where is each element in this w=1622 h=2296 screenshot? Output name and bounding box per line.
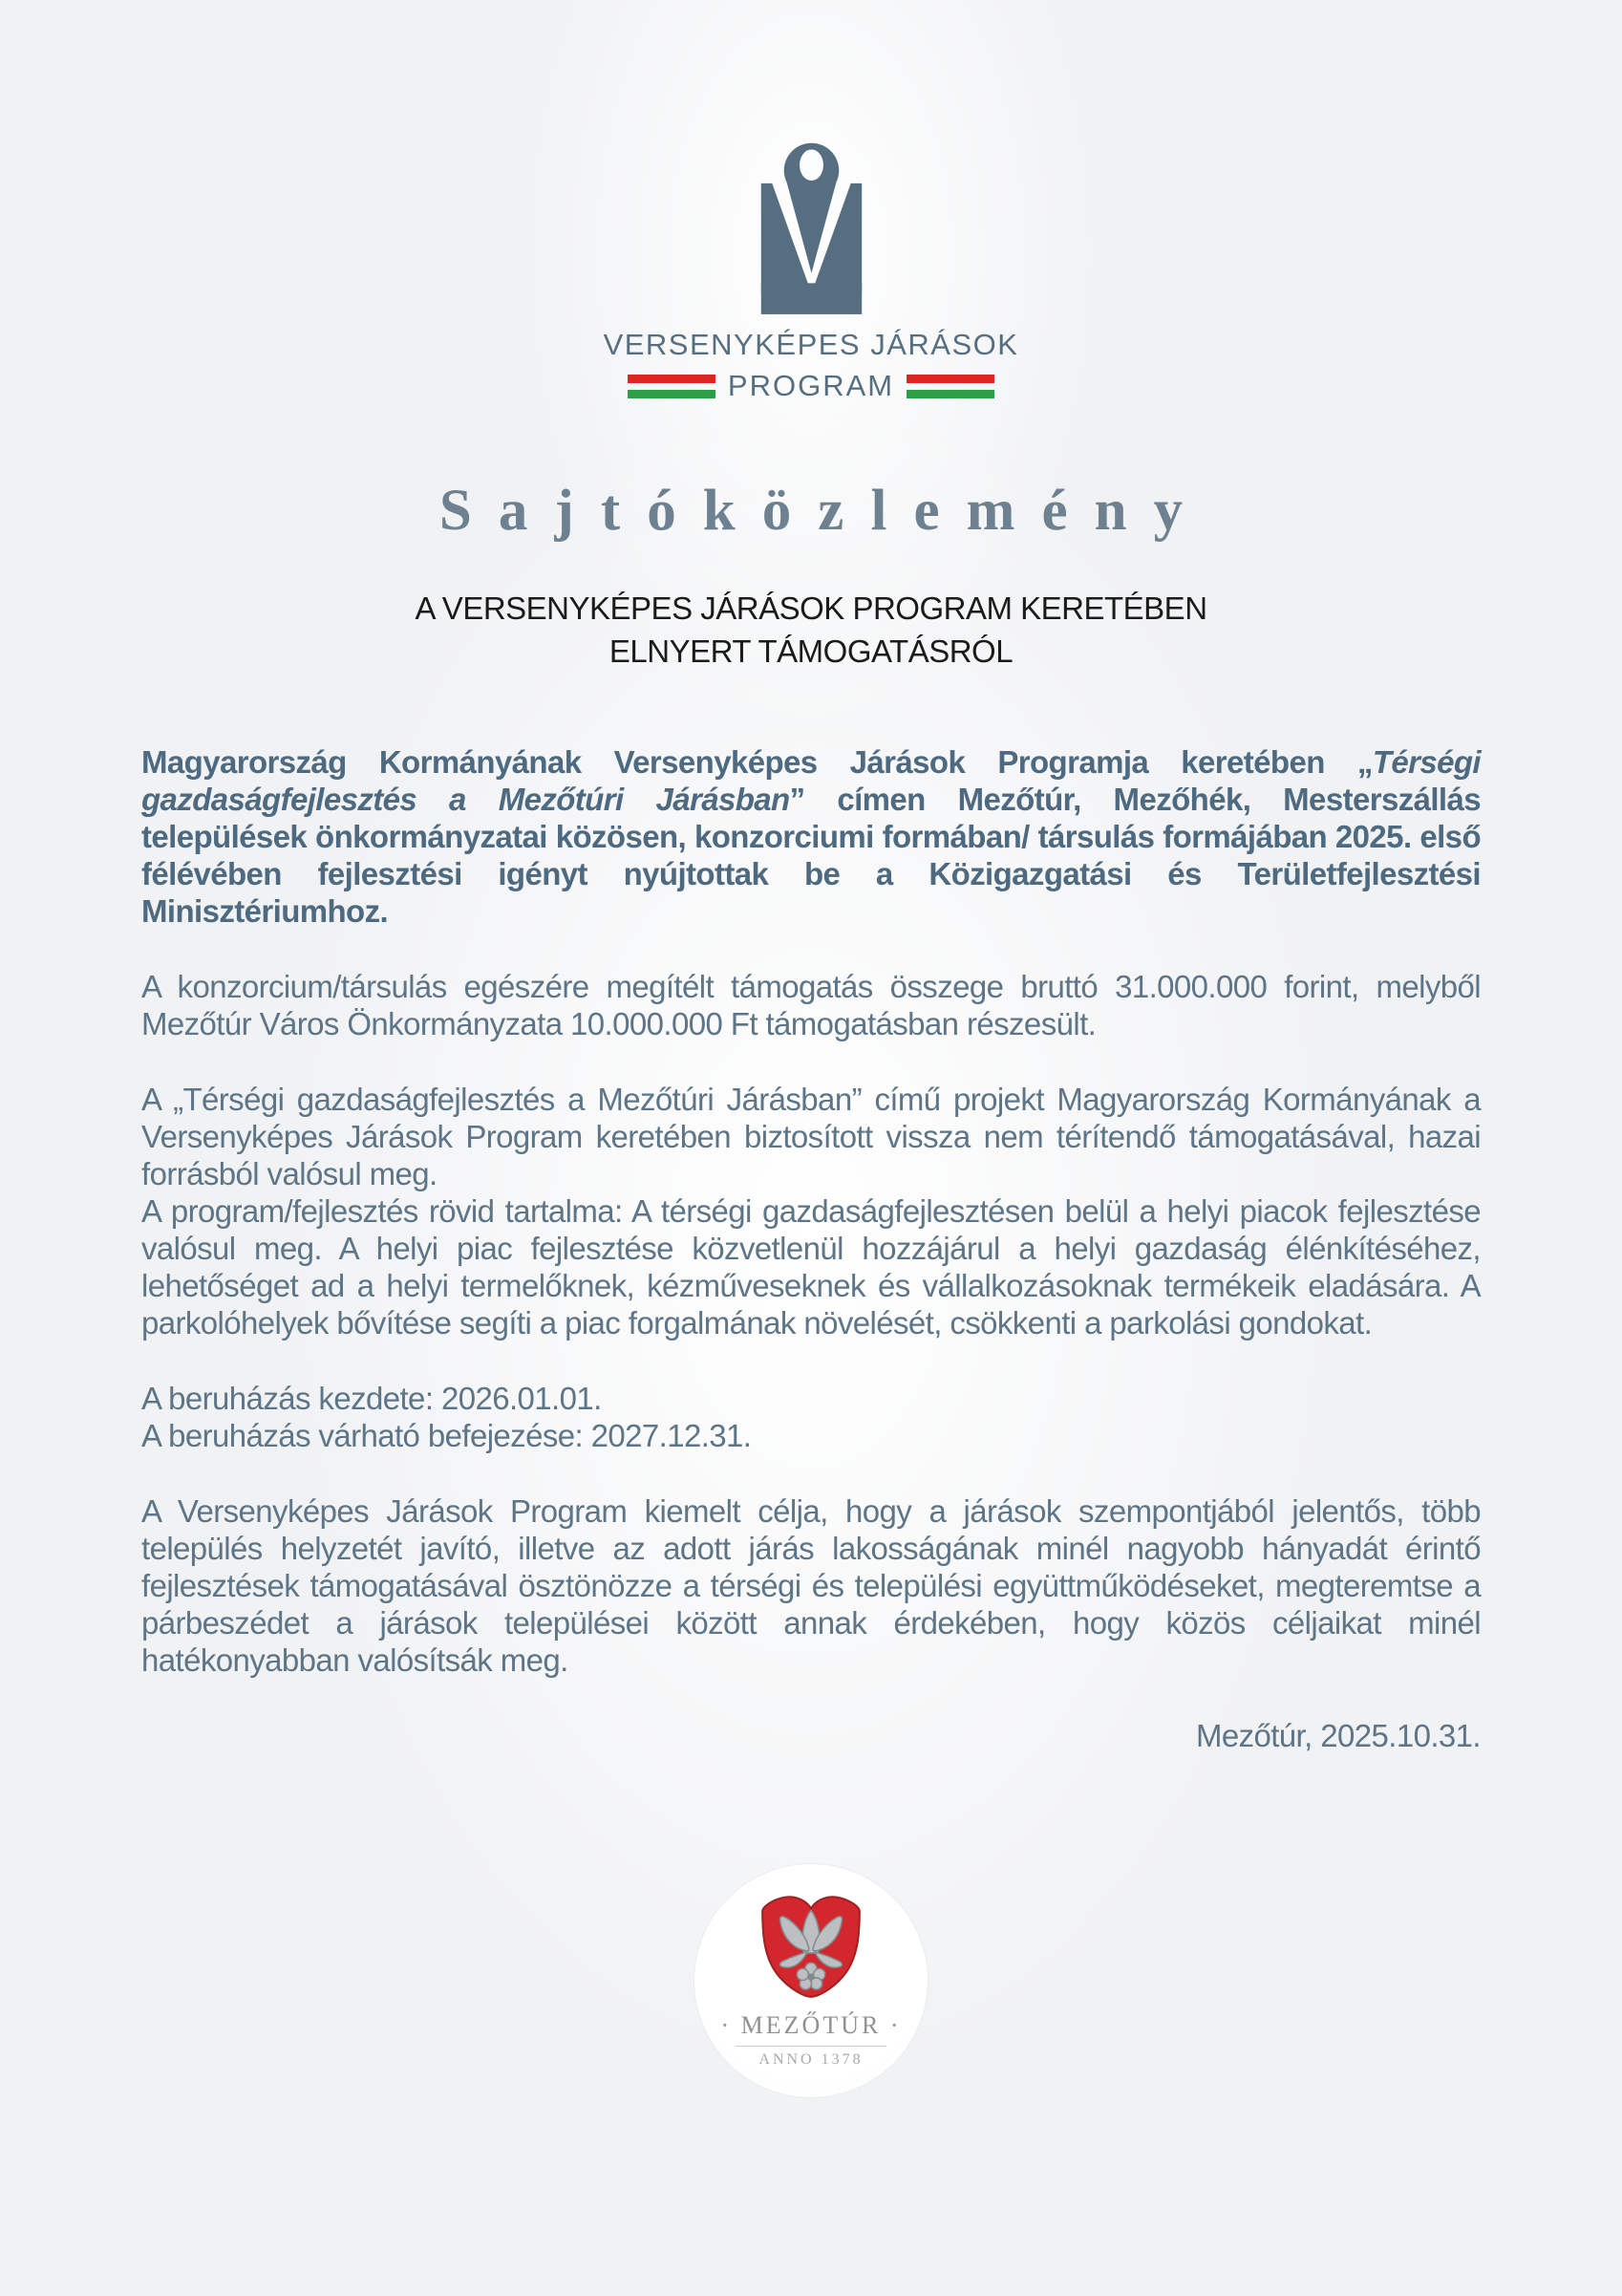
program-logo-subtitle: PROGRAM [727,369,895,402]
program-logo [0,132,1622,403]
city-logo-circle [694,1863,928,2098]
program-logo-subtitle-row [628,369,994,403]
investment-start-line: A beruházás kezdete: 2026.01.01. [141,1381,602,1416]
body-paragraph-3: A „Térségi gazdaságfejlesztés a Mezőtúri Járásban” című projekt Magyarország Kormányának a Versenyképes Járások Program keretében biztosított vissza nem térítendő támogatásával, hazai forrásból valósul meg. [141,1082,1481,1191]
paragraph-1-prefix: Magyarország Kormányának Versenyképes Járások Programja keretében „ [141,744,1373,780]
press-release-title: Sajtóközlemény [438,479,1210,543]
program-pin-icon [757,132,866,318]
city-anno: ANNO 1378 [758,2051,864,2068]
hungarian-flag-stripes-icon [628,375,715,398]
hungarian-flag-stripes-icon [907,375,994,398]
program-logo-title: VERSENYKÉPES JÁRÁSOK [603,328,1019,361]
press-release-heading: A VERSENYKÉPES JÁRÁSOK PROGRAM KERETÉBEN ELNYERT TÁMOGATÁSRÓL [415,590,1207,669]
city-name: · MEZŐTÚR · [720,2011,902,2039]
investment-end-line: A beruházás várható befejezése: 2027.12.31. [141,1418,752,1453]
paragraph-1-suffix: ” címen Mezőtúr, Mezőhék, Mesterszállás települések önkormányzatai közösen, konzorciumi formában/ társulás formájában 2025. első félévében fejlesztési igényt nyújtottak be a Közigazgatási és Területfejlesztési Minisztériumhoz. [141,782,1482,929]
body-paragraph-4: A program/fejlesztés rövid tartalma: A térségi gazdaságfejlesztésen belül a helyi piacok fejlesztése valósul meg. A helyi piac fejlesztése közvetlenül hozzájárul a helyi gazdaság élénkítéséhez, lehetőséget ad a helyi termelőknek, kézműveseknek és vállalkozásoknak termékeik eladására. A parkolóhelyek bővítése segíti a piac forgalmának növelését, csökkenti a parkolási gondokat. [141,1193,1481,1341]
body-paragraph-5: A Versenyképes Járások Program kiemelt célja, hogy a járások szempontjából jelentős, több település helyzetét javító, illetve az adott járás lakosságának minél nagyobb hányadát érintő fejlesztések támogatásával ösztönözze a térségi és települési együttműködéseket, megteremtse a párbeszédet a járások települései között annak érdekében, hogy közös céljaikat minél hatékonyabban valósítsák meg. [141,1493,1481,1678]
city-name-divider [736,2046,886,2047]
paragraph-1-project-title: Térségi gazdaságfejlesztés a Mezőtúri Járásban [141,744,1481,817]
city-logo [0,1863,1622,2098]
body-paragraph-2: A konzorcium/társulás egészére megítélt támogatás összege bruttó 31.000.000 forint, melyből Mezőtúr Város Önkormányzata 10.000.000 Ft támogatásban részesült. [141,969,1481,1041]
investment-dates [141,1380,1481,1454]
place-date-line: Mezőtúr, 2025.10.31. [1195,1718,1481,1753]
press-release-body [141,743,1481,1754]
city-crest-icon [753,1895,869,2004]
body-paragraph-1 [141,743,1481,930]
